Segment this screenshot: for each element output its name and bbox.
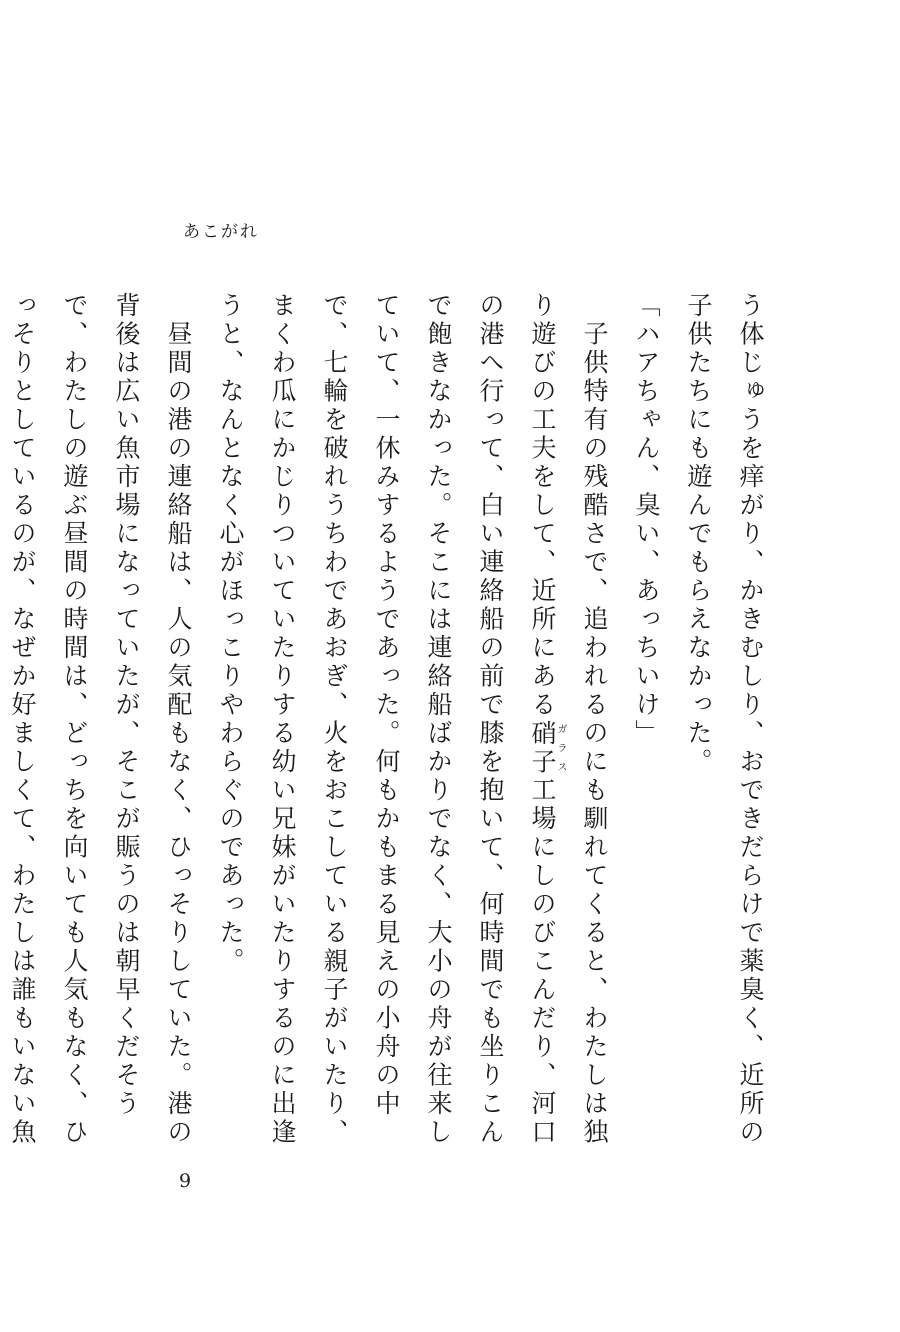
ruby-glass bbox=[528, 719, 566, 777]
ruby-base: 硝子 bbox=[528, 719, 557, 777]
paragraph-3 bbox=[204, 292, 620, 1158]
paragraph-1: う体じゅうを痒がり、かきむしり、おできだらけで薬臭く、近所の子供たちにも遊んでもらえなかった。 bbox=[684, 292, 765, 1147]
paragraph-3-part-a: 子供特有の残酷さで、追われるのにも馴れてくると、わたしは独り遊びの工夫をして、近所にある bbox=[528, 292, 609, 1147]
page-number-container bbox=[0, 1172, 900, 1191]
paragraph-3-part-b: 工場にしのびこんだり、河口の港へ行って、白い連絡船の前で膝を抱いて、何時間でも坐りこんで飽きなかった。そこには連絡船ばかりでなく、大小の舟が往来していて、一休みするようであった。何もかもまる見えの小舟の中で、七輪を破れうちわであおぎ、火をおこしている親子がいたり、まくわ瓜にかじりついていたりする幼い兄妹がいたりするのに出逢うと、なんとなく心がほっこりやわらぐのであった。 bbox=[216, 292, 557, 1147]
paragraph-4 bbox=[0, 292, 204, 1158]
paragraph-2-dialogue: 「ハアちゃん、臭い、あっちいけ」 bbox=[632, 292, 661, 748]
paragraph-4-text: 昼間の港の連絡船は、人の気配もなく、ひっそりしていた。港の背後は広い魚市場になっていたが、そこが賑うのは朝早くだそうで、わたしの遊ぶ昼間の時間は、どっちを向いても人気もなく、ひっそりとしているのが、なぜか好ましくて、わたしは誰もいない魚 bbox=[8, 292, 193, 1147]
page-number: 9 bbox=[178, 1170, 192, 1192]
ruby-reading: ガラス bbox=[555, 719, 566, 777]
body-text bbox=[8, 292, 776, 1158]
running-head: あこがれ bbox=[183, 222, 259, 242]
